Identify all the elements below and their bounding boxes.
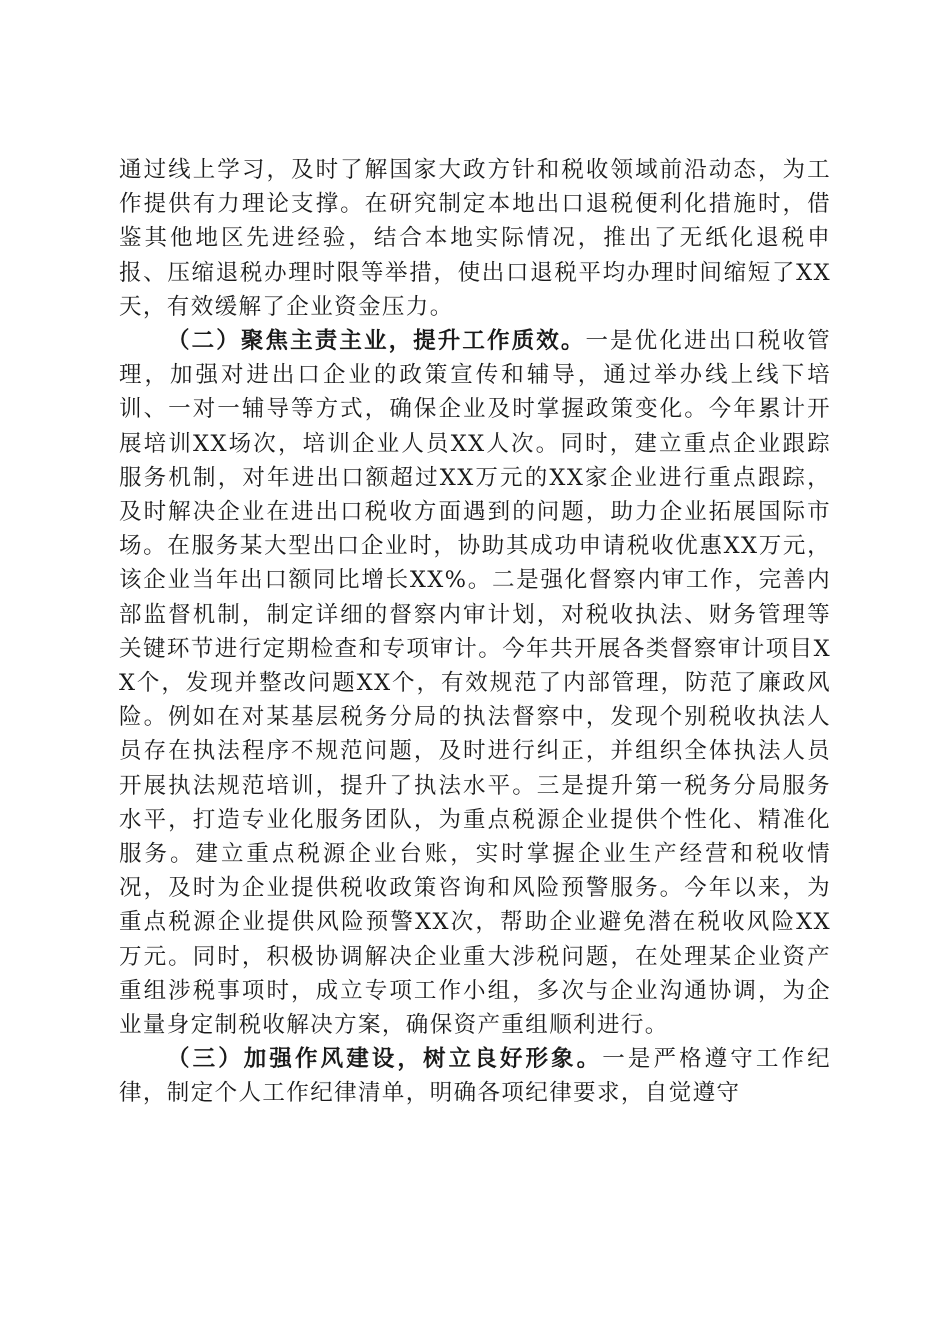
section-heading: （二）聚焦主责主业，提升工作质效。 xyxy=(167,328,586,355)
paragraph-text: 一是严格遵守工作纪律，制定个人工作纪律清单，明确各项纪律要求，自觉遵守 xyxy=(119,1046,831,1107)
paragraph-text: 通过线上学习，及时了解国家大政方针和税收领域前沿动态，为工作提供有力理论支撑。在研究制定本地出口退税便利化措施时，借鉴其他地区先进经验，结合本地实际情况，推出了无纸化退税申报、压缩退税办理时限等举措，使出口退税平均办理时间缩短了XX天，有效缓解了企业资金压力。 xyxy=(119,157,831,320)
paragraph-section-2 xyxy=(119,324,831,1042)
paragraph xyxy=(119,153,831,324)
paragraph-section-3 xyxy=(119,1042,831,1110)
section-heading: （三）加强作风建设，树立良好形象。 xyxy=(167,1046,603,1073)
document-body xyxy=(119,153,831,1111)
paragraph-text: 一是优化进出口税收管理，加强对进出口企业的政策宣传和辅导，通过举办线上线下培训、一对一辅导等方式，确保企业及时掌握政策变化。今年累计开展培训XX场次，培训企业人员XX人次。同时，建立重点企业跟踪服务机制，对年进出口额超过XX万元的XX家企业进行重点跟踪，及时解决企业在进出口税收方面遇到的问题，助力企业拓展国际市场。在服务某大型出口企业时，协助其成功申请税收优惠XX万元，该企业当年出口额同比增长XX%。二是强化督察内审工作，完善内部监督机制，制定详细的督察内审计划，对税收执法、财务管理等关键环节进行定期检查和专项审计。今年共开展各类督察审计项目XX个，发现并整改问题XX个，有效规范了内部管理，防范了廉政风险。例如在对某基层税务分局的执法督察中，发现个别税收执法人员存在执法程序不规范问题，及时进行纠正，并组织全体执法人员开展执法规范培训，提升了执法水平。三是提升第一税务分局服务水平，打造专业化服务团队，为重点税源企业提供个性化、精准化服务。建立重点税源企业台账，实时掌握企业生产经营和税收情况，及时为企业提供税收政策咨询和风险预警服务。今年以来，为重点税源企业提供风险预警XX次，帮助企业避免潜在税收风险XX万元。同时，积极协调解决企业重大涉税问题，在处理某企业资产重组涉税事项时，成立专项工作小组，多次与企业沟通协调，为企业量身定制税收解决方案，确保资产重组顺利进行。 xyxy=(119,328,831,1039)
